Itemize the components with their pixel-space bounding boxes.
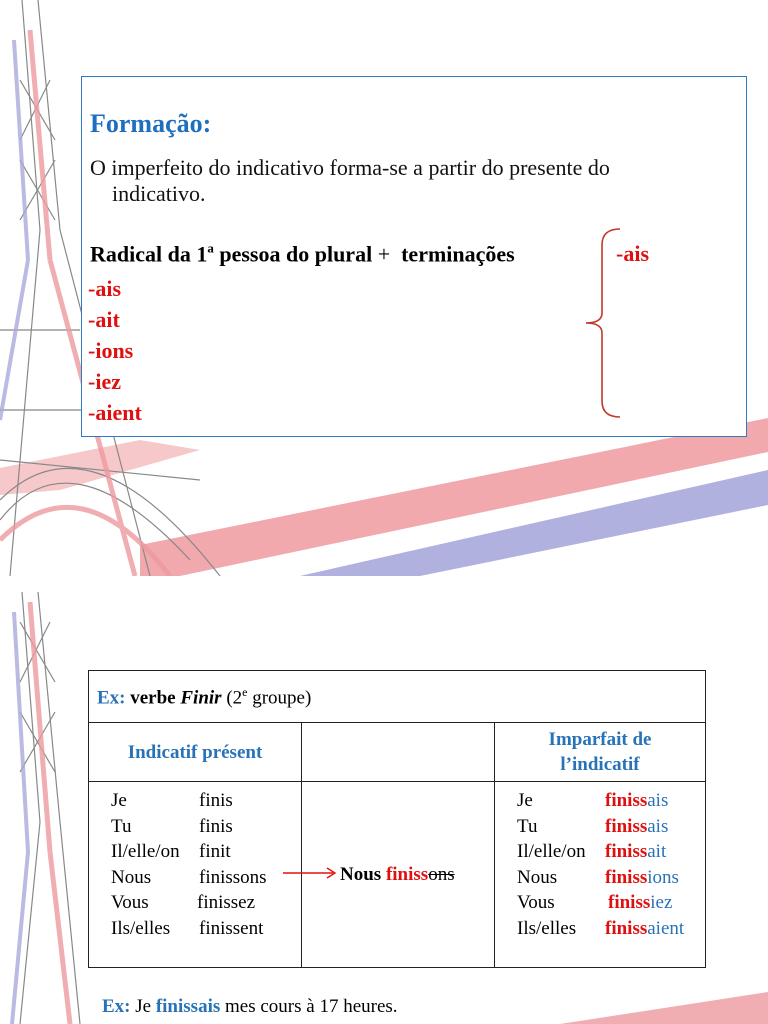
table-row <box>111 890 296 916</box>
verb-ending: ais <box>647 815 669 837</box>
table-divider <box>89 722 705 723</box>
verb-stem: finiss <box>605 815 648 837</box>
slide-title: Formação: <box>90 109 212 138</box>
imparfait-conjugation <box>517 788 702 941</box>
table-caption <box>97 685 311 709</box>
formation-box <box>81 76 747 437</box>
table-row <box>517 865 702 891</box>
example-verb: finissais <box>155 996 221 1017</box>
pronoun: Il/elle/on <box>111 841 180 862</box>
pronoun: Vous <box>111 892 149 913</box>
caption-verb: Finir <box>180 687 222 709</box>
verb-form: finissent <box>199 917 264 939</box>
formation-rule <box>90 241 515 267</box>
ending-item: -ais <box>88 276 121 301</box>
verb-form: finis <box>199 815 233 837</box>
arrow-right-icon <box>283 865 341 881</box>
verb-ending: ais <box>647 790 669 811</box>
caption-group-open: (2 <box>221 687 243 709</box>
verb-form: finit <box>199 841 231 862</box>
verb-ending: ait <box>647 841 667 862</box>
pronoun: Je <box>111 790 127 811</box>
table-row <box>111 839 296 865</box>
nous-radical <box>340 864 455 886</box>
table-row <box>517 839 702 865</box>
middle-stem: finiss <box>385 864 429 885</box>
table-row <box>517 890 702 916</box>
middle-nous: Nous <box>340 864 382 885</box>
verb-form: finis <box>199 790 233 811</box>
verb-ending: iez <box>650 892 673 913</box>
pronoun: Nous <box>111 866 152 888</box>
ending-item: -aient <box>88 400 142 425</box>
example-rest: mes cours à 17 heures. <box>220 996 398 1017</box>
verb-ending: ions <box>647 866 679 888</box>
example-subject: Je <box>130 996 156 1017</box>
paragraph-line-1: O imperfeito do indicativo forma-se a partir do presente do <box>90 155 610 180</box>
verb-stem: finiss <box>605 790 648 811</box>
pronoun: Ils/elles <box>517 917 577 939</box>
table-divider <box>89 781 705 782</box>
table-row <box>517 788 702 814</box>
conjugation-table <box>88 670 706 968</box>
caption-group-close: groupe) <box>247 687 312 709</box>
ending-item: -ions <box>88 338 134 363</box>
ending-item: -iez <box>88 369 121 394</box>
header-imparfait-line-2: l’indicatif <box>560 754 640 775</box>
table-divider <box>301 722 302 967</box>
formation-paragraph <box>90 155 740 207</box>
rule-first-ending: -ais <box>616 241 649 266</box>
paragraph-line-2: indicativo. <box>112 181 206 206</box>
verb-form: finissez <box>197 892 256 913</box>
table-row <box>111 916 296 942</box>
pronoun: Vous <box>517 892 555 913</box>
pronoun: Tu <box>111 815 132 837</box>
present-conjugation <box>111 788 296 941</box>
caption-group-sup: e <box>242 685 248 699</box>
rule-terminations: terminações <box>401 241 515 267</box>
pronoun: Nous <box>517 866 558 888</box>
caption-ex-label: Ex: <box>97 687 126 709</box>
slide-2 <box>0 592 768 1024</box>
rule-superscript: a <box>207 241 214 256</box>
table-row <box>517 814 702 840</box>
table-row <box>111 788 296 814</box>
ending-item: -ait <box>88 307 120 332</box>
header-indicatif-present: Indicatif présent <box>127 742 263 763</box>
middle-struck-ending: ons <box>428 864 455 885</box>
table-row <box>111 865 296 891</box>
pronoun: Il/elle/on <box>517 841 586 862</box>
verb-stem: finiss <box>605 917 648 939</box>
verb-form: finissons <box>199 866 267 888</box>
example-sentence <box>102 996 398 1018</box>
verb-ending: aient <box>647 917 685 939</box>
rule-middle: pessoa do plural <box>213 241 373 267</box>
table-row <box>517 916 702 942</box>
pronoun: Je <box>517 790 533 811</box>
caption-verbe: verbe <box>125 687 181 709</box>
pronoun: Ils/elles <box>111 917 171 939</box>
verb-stem: finiss <box>605 866 648 888</box>
endings-list <box>88 273 142 428</box>
example-label: Ex: <box>102 996 131 1017</box>
rule-plus: + <box>372 241 402 267</box>
verb-stem: finiss <box>608 892 651 913</box>
curly-brace-icon <box>582 225 622 421</box>
header-imparfait-line-1: Imparfait de <box>548 729 652 750</box>
pronoun: Tu <box>517 815 538 837</box>
table-row <box>111 814 296 840</box>
rule-prefix: Radical da 1 <box>90 241 208 267</box>
header-imparfait <box>495 727 705 777</box>
verb-stem: finiss <box>605 841 648 862</box>
